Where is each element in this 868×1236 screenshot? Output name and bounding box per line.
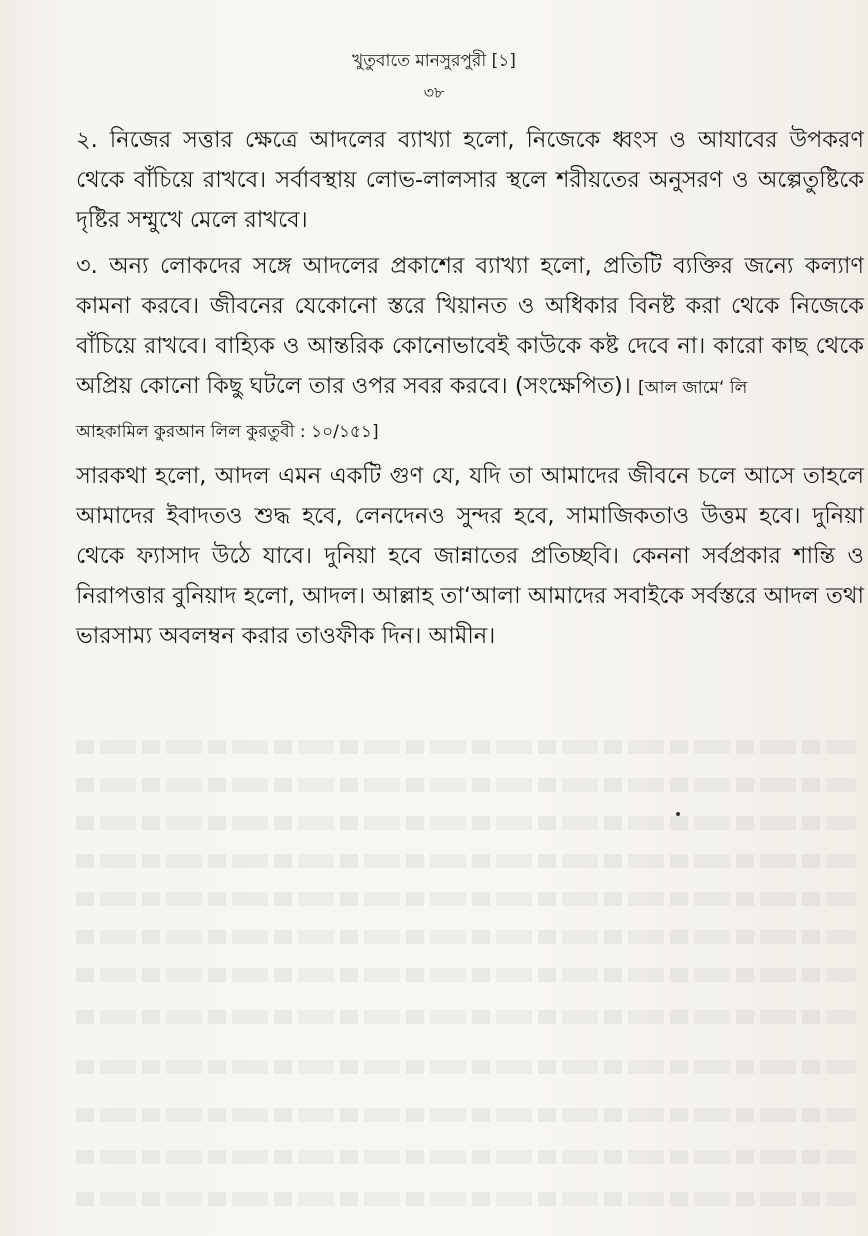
bleed-through-line [76, 1010, 856, 1024]
bleed-through-line [76, 1192, 856, 1206]
bleed-through-line [76, 930, 856, 944]
bleed-through-line [76, 968, 856, 982]
bleed-through-line [76, 892, 856, 906]
paragraph-point-3 [76, 246, 864, 408]
ink-speck [676, 812, 680, 816]
bleed-through-line [76, 1108, 856, 1122]
bleed-through-line [76, 740, 856, 754]
bleed-through-line [76, 1150, 856, 1164]
bleed-through-line [76, 1060, 856, 1074]
paragraph-point-3-text: ৩. অন্য লোকদের সঙ্গে আদলের প্রকাশের ব্যাখ্যা হলো, প্রতিটি ব্যক্তির জন্যে কল্যাণ কামনা করবে। জীবনের যেকোনো স্তরে খিয়ানত ও অধিকার বিনষ্ট করা থেকে নিজেকে বাঁচিয়ে রাখবে। বাহ্যিক ও আন্তরিক কোনোভাবেই কাউকে কষ্ট দেবে না। কারো কাছ থেকে অপ্রিয় কোনো কিছু ঘটলে তার ওপর সবর করবে। (সংক্ষেপিত)। [76, 253, 864, 399]
bleed-through-line [76, 816, 856, 830]
page-body [76, 120, 864, 662]
bleed-through-line [76, 778, 856, 792]
page-number: ৩৮ [423, 83, 445, 102]
paragraph-point-2: ২. নিজের সত্তার ক্ষেত্রে আদলের ব্যাখ্যা হলো, নিজেকে ধ্বংস ও আযাবের উপকরণ থেকে বাঁচিয়ে রাখবে। সর্বাবস্থায় লোভ-লালসার স্থলে শরীয়তের অনুসরণ ও অল্পেতুষ্টিকে দৃষ্টির সম্মুখে মেলে রাখবে। [76, 127, 864, 233]
paragraph-summary: সারকথা হলো, আদল এমন একটি গুণ যে, যদি তা আমাদের জীবনে চলে আসে তাহলে আমাদের ইবাদতও শুদ্ধ হবে, লেনদেনও সুন্দর হবে, সামাজিকতাও উত্তম হবে। দুনিয়া থেকে ফ্যাসাদ উঠে যাবে। দুনিয়া হবে জান্নাতের প্রতিচ্ছবি। কেননা সর্বপ্রকার শান্তি ও নিরাপত্তার বুনিয়াদ হলো, আদল। আল্লাহ তা‘আলা আমাদের সবাইকে সর্বস্তরে আদল তথা ভারসাম্য অবলম্বন করার তাওফীক দিন। আমীন। [76, 463, 864, 649]
running-header: খুতুবাতে মানসুরপুরী [১] [352, 51, 516, 71]
bleed-through-line [76, 854, 856, 868]
reference-citation-end: আহকামিল কুরআন লিল কুরতুবী : ১০/১৫১] [76, 422, 379, 442]
reference-citation-start: [আল জামে‘ লি [638, 378, 748, 398]
